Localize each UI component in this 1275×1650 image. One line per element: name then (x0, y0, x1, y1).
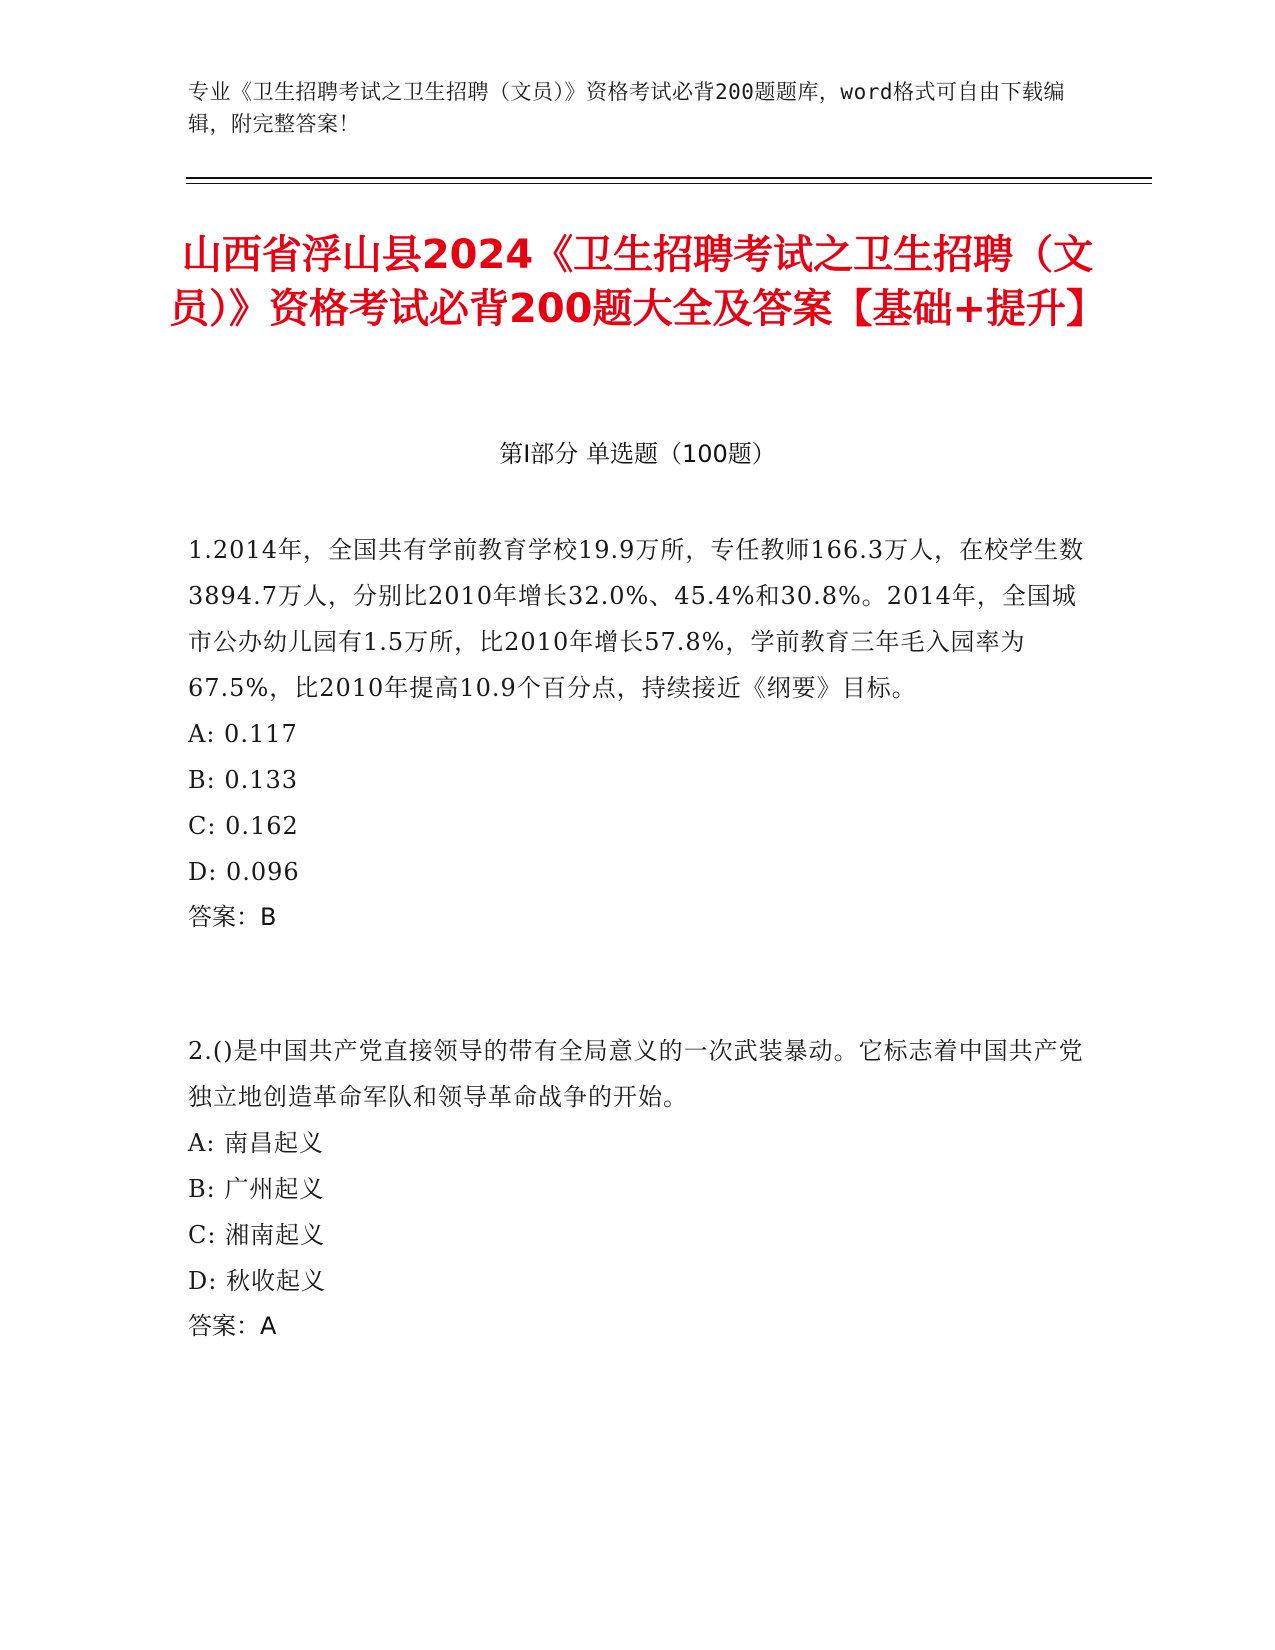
question-stem: 1.2014年，全国共有学前教育学校19.9万所，专任教师166.3万人，在校学生数3894.7万人，分别比2010年增长32.0%、45.4%和30.8%。2014年，全国城市公办幼儿园有1.5万所，比2010年增长57.8%，学前教育三年毛入园率为67.5%，比2010年提高10.9个百分点，持续接近《纲要》目标。 (188, 536, 1085, 702)
document-title: 山西省浮山县2024《卫生招聘考试之卫生招聘（文员）》资格考试必背200题大全及答案【基础+提升】 (168, 232, 1106, 332)
header-divider-thick (186, 177, 1152, 179)
option-c: C: 0.162 (188, 812, 299, 840)
answer: 答案：B (188, 903, 277, 931)
option-c: C: 湘南起义 (188, 1221, 326, 1249)
option-b: B: 0.133 (188, 766, 299, 794)
option-a: A: 南昌起义 (188, 1129, 325, 1157)
option-d: D: 秋收起义 (188, 1267, 326, 1295)
option-d: D: 0.096 (188, 858, 300, 886)
answer: 答案：A (188, 1312, 277, 1340)
option-a: A: 0.117 (188, 720, 298, 748)
question-2 (188, 1028, 1088, 1348)
header-note: 专业《卫生招聘考试之卫生招聘（文员）》资格考试必背200题题库，word格式可自由下载编辑，附完整答案！ (188, 80, 1065, 136)
header-divider-thin (186, 183, 1152, 184)
question-stem: 2.()是中国共产党直接领导的带有全局意义的一次武装暴动。它标志着中国共产党独立地创造革命军队和领导革命战争的开始。 (188, 1037, 1084, 1111)
question-1 (188, 527, 1088, 939)
option-b: B: 广州起义 (188, 1175, 325, 1203)
section-title: 第I部分 单选题（100题） (499, 440, 776, 468)
